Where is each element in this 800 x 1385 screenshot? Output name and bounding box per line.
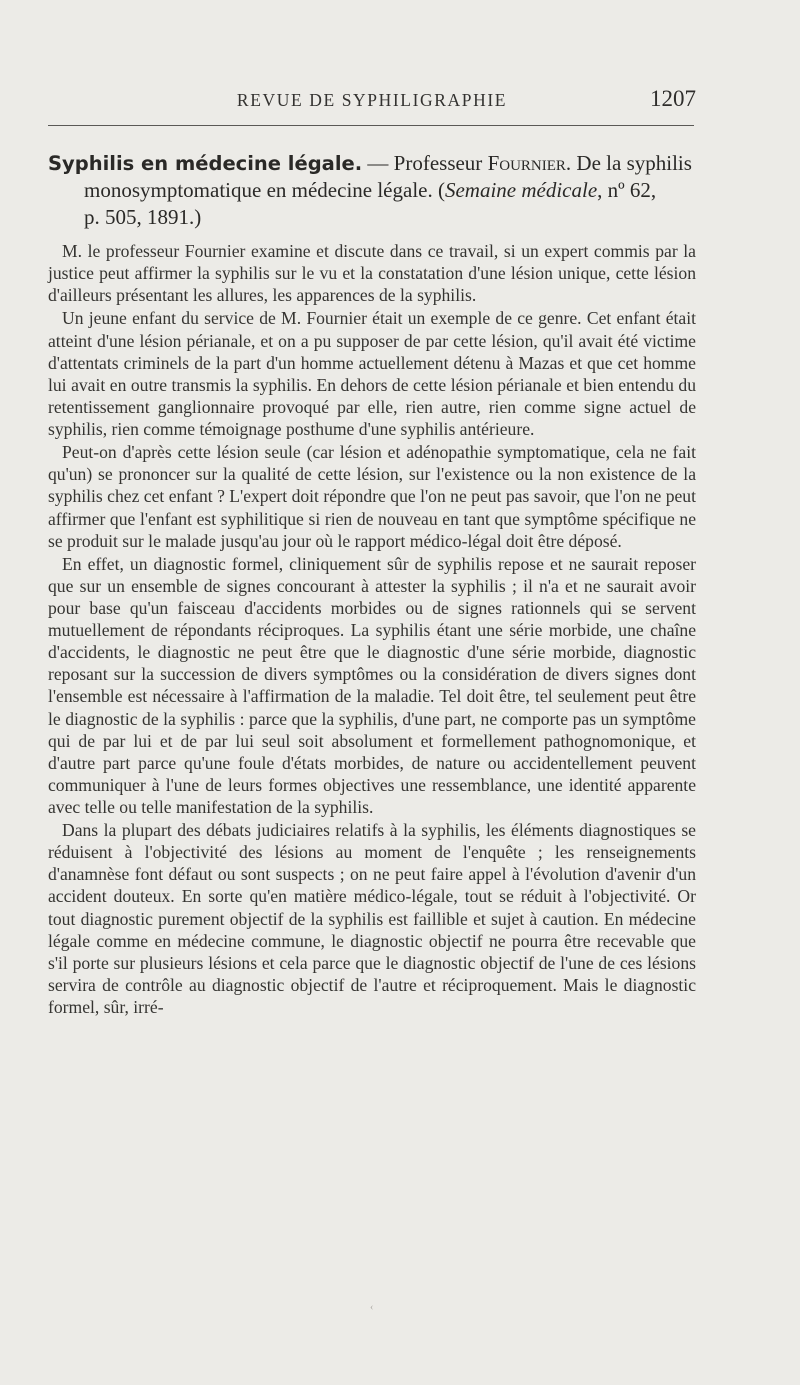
author-name: Fournier — [487, 151, 566, 175]
paragraph: En effet, un diagnostic formel, cliniquement sûr de syphilis repose et ne saurait reposer que sur un ensemble de signes concourant à attester la syphilis ; il n'a et ne saurait avoir pour base qu'un faisceau d'accidents morbides ou de signes rationnels qui se servent mutuellement de répondants réciproques. La syphilis étant une série morbide, une chaîne d'accidents, le diagnostic ne peut être que le diagnostic d'une série morbide, diagnostic reposant sur la succession de divers symptômes ou la considération de divers signes dont l'ensemble est nécessaire à l'affirmation de la maladie. Tel doit être, tel seulement peut être le diagnostic de la syphilis : parce que la syphilis, d'une part, ne comporte pas un symptôme qui de par lui et de par lui seul soit absolument et formellement pathognomonique, et d'autre part parce qu'une foule d'états morbides, de nature ou accidentellement peuvent communiquer à l'une de leurs formes objectives une ressemblance, une identité apparente avec telle ou telle manifestation de la syphilis. — [48, 553, 696, 817]
citation-lead: . De la syphilis — [565, 151, 692, 175]
article-heading — [48, 150, 696, 231]
paragraph: Dans la plupart des débats judiciaires relatifs à la syphilis, les éléments diagnostiques se réduisent à l'objectivité des lésions au moment de l'enquête ; les renseignements d'anamnèse font défaut ou sont suspects ; on ne peut faire appel à l'évolution d'avenir d'un accident douteux. En sorte qu'en matière médico-légale, tout se réduit à l'objectivité. Or tout diagnostic purement objectif de la syphilis est faillible et sujet à caution. En médecine légale comme en médecine commune, le diagnostic objectif ne pourra être recevable que s'il porte sur plusieurs lésions et cela parce que le diagnostic objectif de l'une de ces lésions servira de contrôle au diagnostic objectif de l'autre et réciproquement. Mais le diagnostic formel, sûr, irré- — [48, 820, 696, 1017]
citation-pages: p. 505, 1891.) — [84, 205, 202, 229]
title-dash: — — [367, 151, 389, 175]
page-mark: ‹ — [370, 1302, 374, 1313]
author-prefix: Professeur — [393, 151, 483, 175]
article-title: Syphilis en médecine légale. — [48, 152, 363, 175]
paragraph: Peut-on d'après cette lésion seule (car lésion et adénopathie symptomatique, cela ne fait qu'un) se prononcer sur la qualité de cette lésion, sur l'existence ou la non existence de la syphilis chez cet enfant ? L'expert doit répondre que l'on ne peut pas savoir, que l'on ne peut affirmer que l'enfant est syphilitique si rien de nouveau en tant que symptôme spécifique ne se produit sur le malade jusqu'au jour où le rapport médico-légal doit être déposé. — [48, 442, 696, 551]
article-body — [48, 240, 696, 1018]
header-rule — [48, 125, 694, 126]
citation-issue: , nº 62, — [597, 178, 657, 202]
running-title: REVUE DE SYPHILIGRAPHIE — [236, 90, 508, 110]
page-number: 1207 — [650, 86, 696, 111]
journal-name: Semaine médicale — [444, 178, 598, 202]
citation-continuation — [48, 177, 696, 231]
paragraph: Un jeune enfant du service de M. Fournier était un exemple de ce genre. Cet enfant était atteint d'une lésion périanale, et on a pu supposer de par cette lésion, qu'il avait été victime d'attentats criminels de la part d'un homme actuellement détenu à Mazas et que cet homme lui avait en outre transmis la syphilis. En dehors de cette lésion périanale et bien entendu du retentissement ganglionnaire provoqué par elle, rien autre, rien comme signe actuel de syphilis, rien comme témoignage posthume d'une syphilis antérieure. — [48, 308, 696, 439]
citation-line2: monosymptomatique en médecine légale. ( — [84, 178, 445, 202]
running-header — [48, 86, 696, 116]
paragraph: M. le professeur Fournier examine et discute dans ce travail, si un expert commis par la justice peut affirmer la syphilis sur le vu et la constatation d'une lésion unique, cette lésion d'ailleurs présentant les allures, les apparences de la syphilis. — [48, 241, 696, 306]
